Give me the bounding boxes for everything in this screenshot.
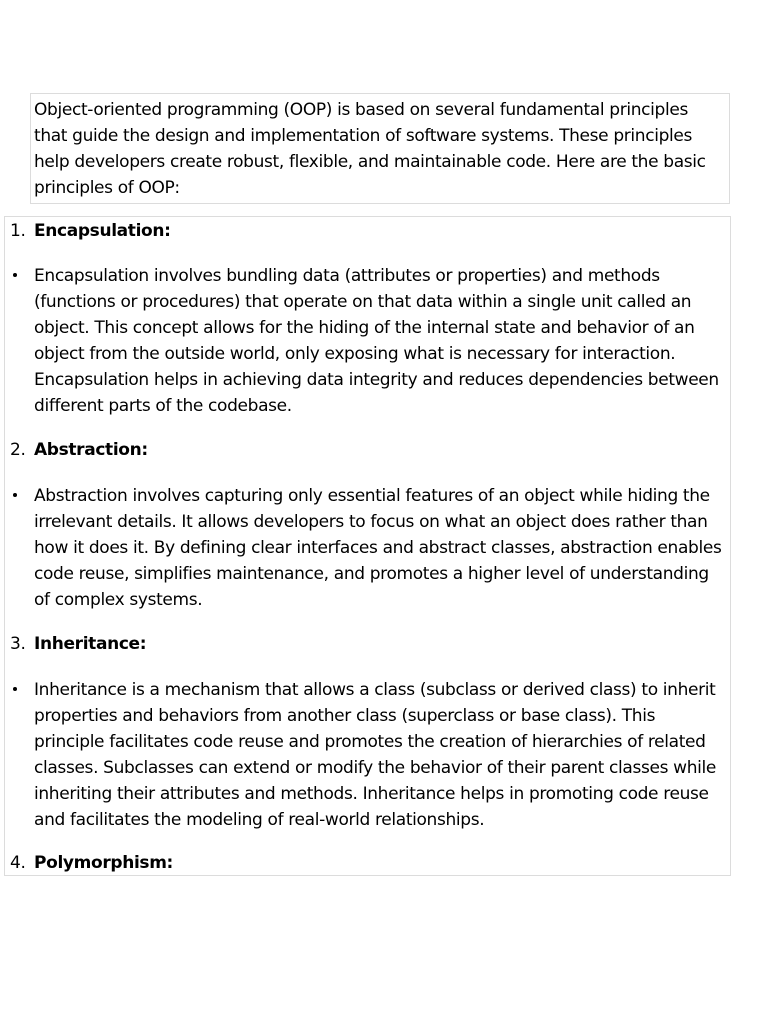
principle-description: Encapsulation involves bundling data (attributes or properties) and methods (functions or procedures) that operate on that data within a single unit called an object. This concept allows for the hiding of the internal state and behavior of an object from the outside world, only exposing what is necessary for interaction. Encapsulation helps in achieving data integrity and reduces dependencies between different parts of the codebase. [34,266,719,416]
principle-heading-polymorphism [5,850,730,876]
bullet-icon [13,493,17,497]
principle-title: Encapsulation: [34,221,171,241]
intro-paragraph [30,93,730,204]
bullet-icon [13,687,17,691]
list-number: 4. [10,853,26,873]
principle-heading-inheritance [5,631,730,657]
principle-description: Inheritance is a mechanism that allows a class (subclass or derived class) to inherit properties and behaviors from another class (superclass or base class). This principle facilitates code reuse and promotes the creation of hierarchies of related classes. Subclasses can extend or modify the behavior of their parent classes while inheriting their attributes and methods. Inheritance helps in promoting code reuse and facilitates the modeling of real-world relationships. [34,680,716,830]
principle-title: Inheritance: [34,634,147,654]
list-number: 1. [10,221,26,241]
list-number: 3. [10,634,26,654]
principle-title: Abstraction: [34,440,148,460]
bullet-icon [13,273,17,277]
principle-description: Abstraction involves capturing only essential features of an object while hiding the irrelevant details. It allows developers to focus on what an object does rather than how it does it. By defining clear interfaces and abstract classes, abstraction enables code reuse, simplifies maintenance, and promotes a higher level of understanding of complex systems. [34,486,722,610]
principle-title: Polymorphism: [34,853,174,873]
list-number: 2. [10,440,26,460]
principle-heading-abstraction [5,437,730,463]
principles-list [4,216,731,876]
intro-text: Object-oriented programming (OOP) is based on several fundamental principles that guide the design and implementation of software systems. These principles help developers create robust, flexible, and maintainable code. Here are the basic principles of OOP: [34,100,706,198]
principle-heading-encapsulation [5,218,730,244]
